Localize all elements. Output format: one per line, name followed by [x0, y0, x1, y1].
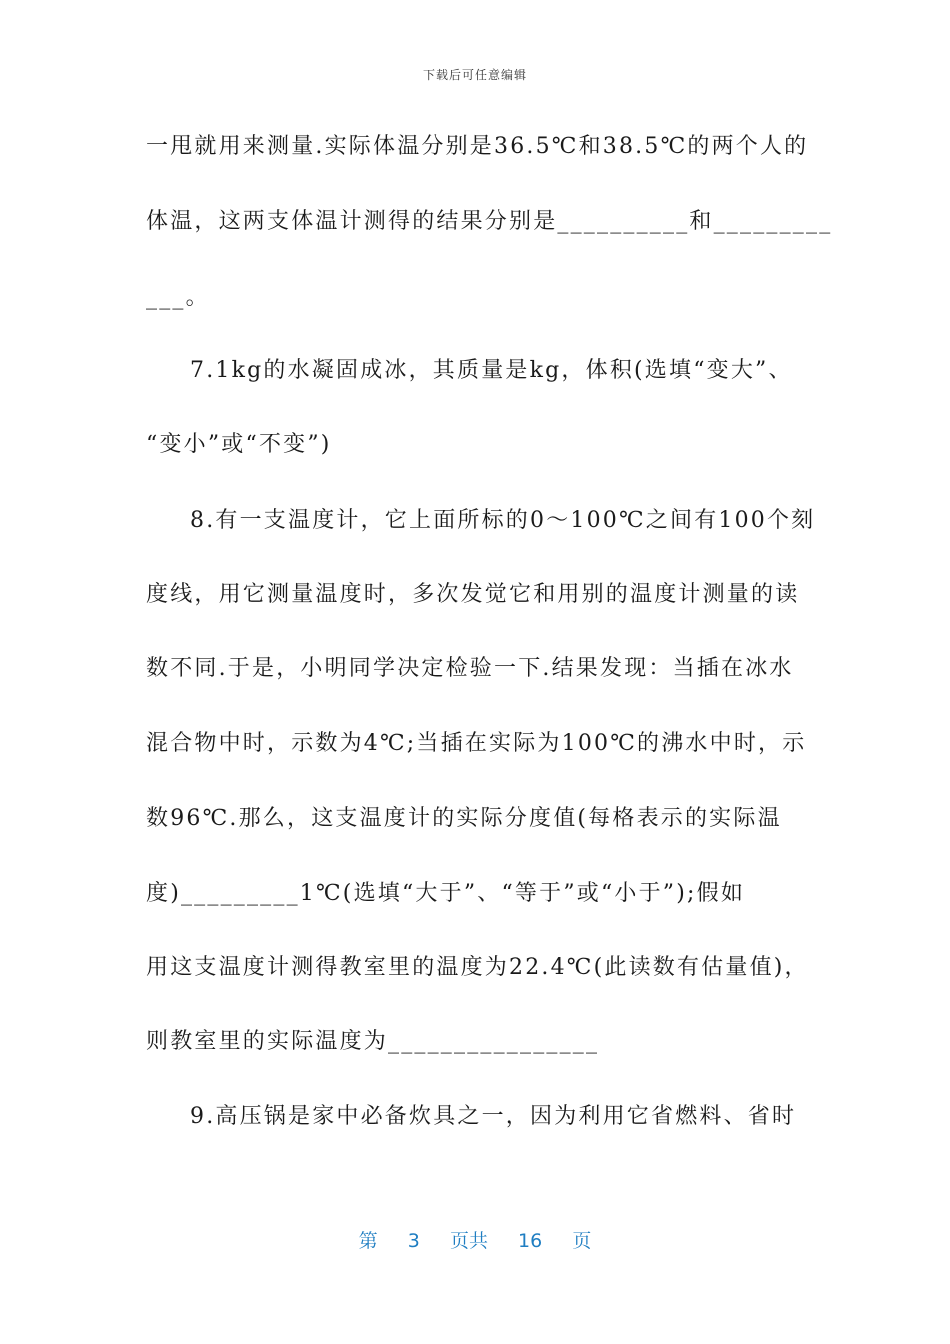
text-line: 数96℃.那么，这支温度计的实际分度值(每格表示的实际温	[146, 806, 782, 831]
text-line: 一甩就用来测量.实际体温分别是36.5℃和38.5℃的两个人的	[146, 134, 809, 159]
page-footer	[0, 1226, 950, 1253]
text-line: 度线，用它测量温度时，多次发觉它和用别的温度计测量的读	[146, 582, 800, 607]
page-total: 16	[518, 1230, 543, 1252]
text-line: “变小”或“不变”)	[146, 432, 332, 457]
page-current: 3	[407, 1230, 420, 1252]
text-line: ___。	[146, 285, 210, 310]
header-note: 下载后可任意编辑	[422, 68, 527, 82]
text-line: 则教室里的实际温度为________________	[146, 1029, 600, 1054]
text-line: 8.有一支温度计，它上面所标的0～100℃之间有100个刻	[190, 508, 816, 533]
page-prefix: 第	[358, 1230, 378, 1252]
page-suffix: 页	[572, 1230, 592, 1252]
text-line: 体温，这两支体温计测得的结果分别是__________和_________	[146, 209, 833, 234]
text-line: 数不同.于是，小明同学决定检验一下.结果发现：当插在冰水	[146, 656, 794, 681]
text-line: 9.高压锅是家中必备炊具之一，因为利用它省燃料、省时	[190, 1104, 797, 1129]
page-middle: 页共	[449, 1230, 488, 1252]
text-line: 混合物中时，示数为4℃;当插在实际为100℃的沸水中时，示	[146, 731, 807, 756]
text-line: 用这支温度计测得教室里的温度为22.4℃(此读数有估量值)，	[146, 955, 809, 980]
text-line: 度)_________1℃(选填“大于”、“等于”或“小于”);假如	[146, 881, 746, 906]
text-line: 7.1kg的水凝固成冰，其质量是kg，体积(选填“变大”、	[190, 358, 793, 383]
